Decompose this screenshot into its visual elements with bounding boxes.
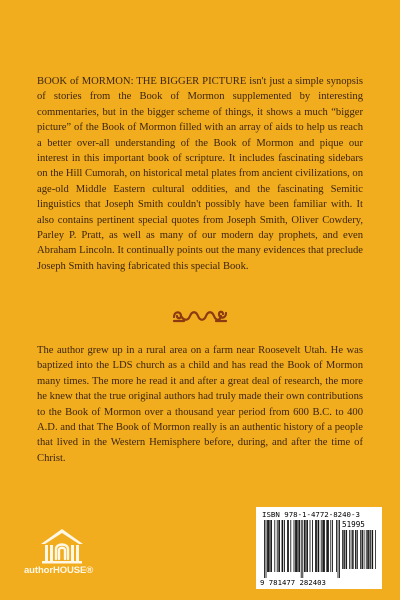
barcode-bar <box>339 520 340 578</box>
price-barcode-bar <box>353 530 354 569</box>
price-code: 51995 <box>342 520 365 529</box>
price-barcode-bar <box>367 530 368 569</box>
isbn-barcode <box>256 507 382 589</box>
house-book-logo-icon <box>40 528 84 564</box>
barcode-bar <box>295 520 296 572</box>
barcode-bar <box>287 520 288 572</box>
barcode-bar <box>299 520 300 572</box>
barcode-bar <box>321 520 322 572</box>
barcode-bar <box>312 520 313 572</box>
barcode-bar <box>278 520 279 572</box>
barcode-bar <box>310 520 311 572</box>
barcode-bar <box>315 520 316 572</box>
book-description-paragraph: BOOK of MORMON: THE BIGGER PICTURE isn't just a simple synopsis of stories from the Book of Mormon supplemented by interesting commentaries, but in the bigger scheme of things, it shows a much “bigger picture” of the Book of Mormon filled with an array of aids to help us reach a better over-all understanding of the Book of Mormon and pique our interest in this important book of scripture. It includes fascinating sidebars on the Hill Cumorah, on historical metal plates from ancient civilizations, on age-old Middle Eastern cultural oddities, and the fascinating Semitic linguistics that Joseph Smith couldn't possibly have been familiar with. It also contains pertinent special quotes from Joseph Smith, Oliver Cowdery, Parley P. Pratt, as well as many of our modern day prophets, and even Abraham Lincoln. It continually points out the many evidences that preclude Joseph Smith having fabricated this special Book. <box>37 76 363 272</box>
price-barcode-bar <box>357 530 358 569</box>
barcode-bar <box>271 520 272 572</box>
price-barcode-bar <box>372 530 373 569</box>
barcode-bar <box>277 520 278 572</box>
publisher-name: authorHOUSE® <box>24 565 94 576</box>
price-barcode-bar <box>342 530 343 569</box>
price-barcode-bar <box>351 530 352 569</box>
barcode-bar <box>268 520 269 572</box>
price-barcode-bar <box>352 530 353 569</box>
barcode-bar <box>336 520 337 572</box>
price-barcode-bar <box>349 530 350 569</box>
price-barcode-bar <box>366 530 367 569</box>
barcode-bar <box>301 520 302 578</box>
ean-digits: 9 781477 282403 <box>260 578 326 587</box>
barcode-bar <box>294 520 295 572</box>
price-barcode-bar <box>368 530 369 569</box>
barcode-bar <box>323 520 324 572</box>
barcode-bar <box>304 520 305 572</box>
publisher-logo <box>24 528 106 580</box>
price-barcode-bar <box>362 530 363 569</box>
price-barcode-bar <box>343 530 344 569</box>
barcode-bar <box>322 520 323 572</box>
barcode-bar <box>274 520 275 572</box>
barcode-bar <box>305 520 306 572</box>
barcode-bar <box>284 520 285 572</box>
ean-barcode-bars <box>264 520 340 578</box>
price-barcode-bar <box>372 530 373 569</box>
scroll-ornament-icon <box>171 306 229 324</box>
barcode-bar <box>332 520 333 572</box>
barcode-bar <box>296 520 297 572</box>
barcode-bar <box>288 520 289 572</box>
price-barcode-bar <box>355 530 356 569</box>
barcode-bar <box>307 520 308 572</box>
isbn-label: ISBN 978-1-4772-8240-3 <box>262 510 360 519</box>
barcode-bar <box>302 520 303 578</box>
barcode-bar <box>282 520 283 572</box>
barcode-bar <box>279 520 280 572</box>
barcode-bar <box>328 520 329 572</box>
barcode-bar <box>269 520 270 572</box>
barcode-bar <box>297 520 298 572</box>
price-barcode-bar <box>346 530 347 569</box>
price-barcode-bar <box>364 530 365 569</box>
barcode-bar <box>282 520 283 572</box>
author-bio-paragraph: The author grew up in a rural area on a farm near Roosevelt Utah. He was baptized into the LDS church as a child and has read the Book of Mormon many times. The more he read it and after a great deal of research, the more he knew that the true original authors had truly made their own contributions to the Book of Mormon over a thousand year period from 600 B.C. to 400 A.D. and that The Book of Mormon really is an authentic history of a people that lived in the Western Hemisphere before, during, and after the time of Christ. <box>37 345 363 464</box>
price-barcode-bar <box>344 530 345 569</box>
barcode-bar <box>327 520 328 572</box>
barcode-bar <box>298 520 299 572</box>
price-barcode-bar <box>370 530 371 569</box>
barcode-bar <box>316 520 317 572</box>
barcode-bar <box>290 520 291 572</box>
barcode-bar <box>266 520 267 578</box>
barcode-bar <box>326 520 327 572</box>
barcode-bar <box>267 520 268 572</box>
price-barcode-bar <box>356 530 357 569</box>
barcode-bar <box>306 520 307 572</box>
price-barcode-bar <box>362 530 363 569</box>
price-barcode-bar <box>360 530 361 569</box>
barcode-bar <box>330 520 331 572</box>
barcode-bar <box>318 520 319 572</box>
barcode-bar <box>338 520 339 578</box>
price-barcode-bar <box>369 530 370 569</box>
barcode-bar <box>324 520 325 572</box>
price-barcode-bars <box>342 530 376 569</box>
barcode-bar <box>264 520 265 578</box>
price-barcode-bar <box>346 530 347 569</box>
barcode-bar <box>318 520 319 572</box>
price-barcode-bar <box>375 530 376 569</box>
barcode-bar <box>270 520 271 572</box>
